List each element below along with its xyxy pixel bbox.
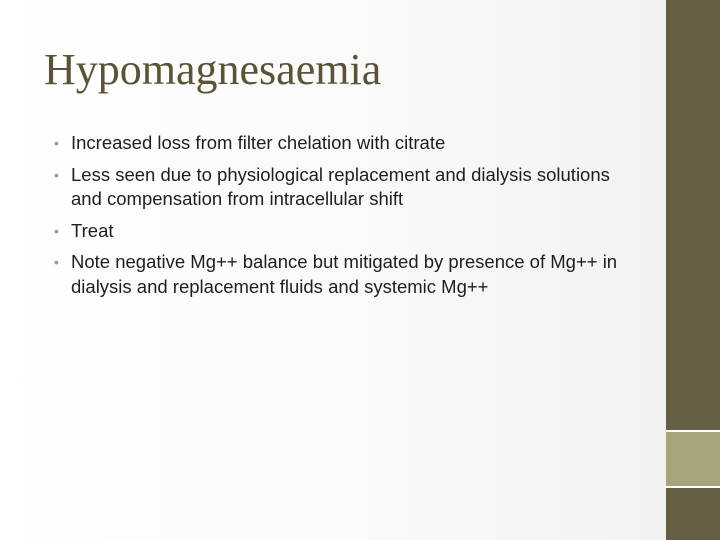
- bullet-item: • Note negative Mg++ balance but mitigated by presence of Mg++ in dialysis and replacement fluids and systemic Mg++: [54, 250, 634, 299]
- bullet-item: • Treat: [54, 219, 634, 244]
- side-bar-accent-block: [666, 432, 720, 486]
- side-bar-divider: [666, 486, 720, 488]
- bullet-item: • Increased loss from filter chelation with citrate: [54, 131, 634, 156]
- bullet-item: • Less seen due to physiological replacement and dialysis solutions and compensation from intracellular shift: [54, 163, 634, 212]
- slide-title: Hypomagnesaemia: [44, 45, 382, 94]
- bullet-list: [54, 131, 634, 306]
